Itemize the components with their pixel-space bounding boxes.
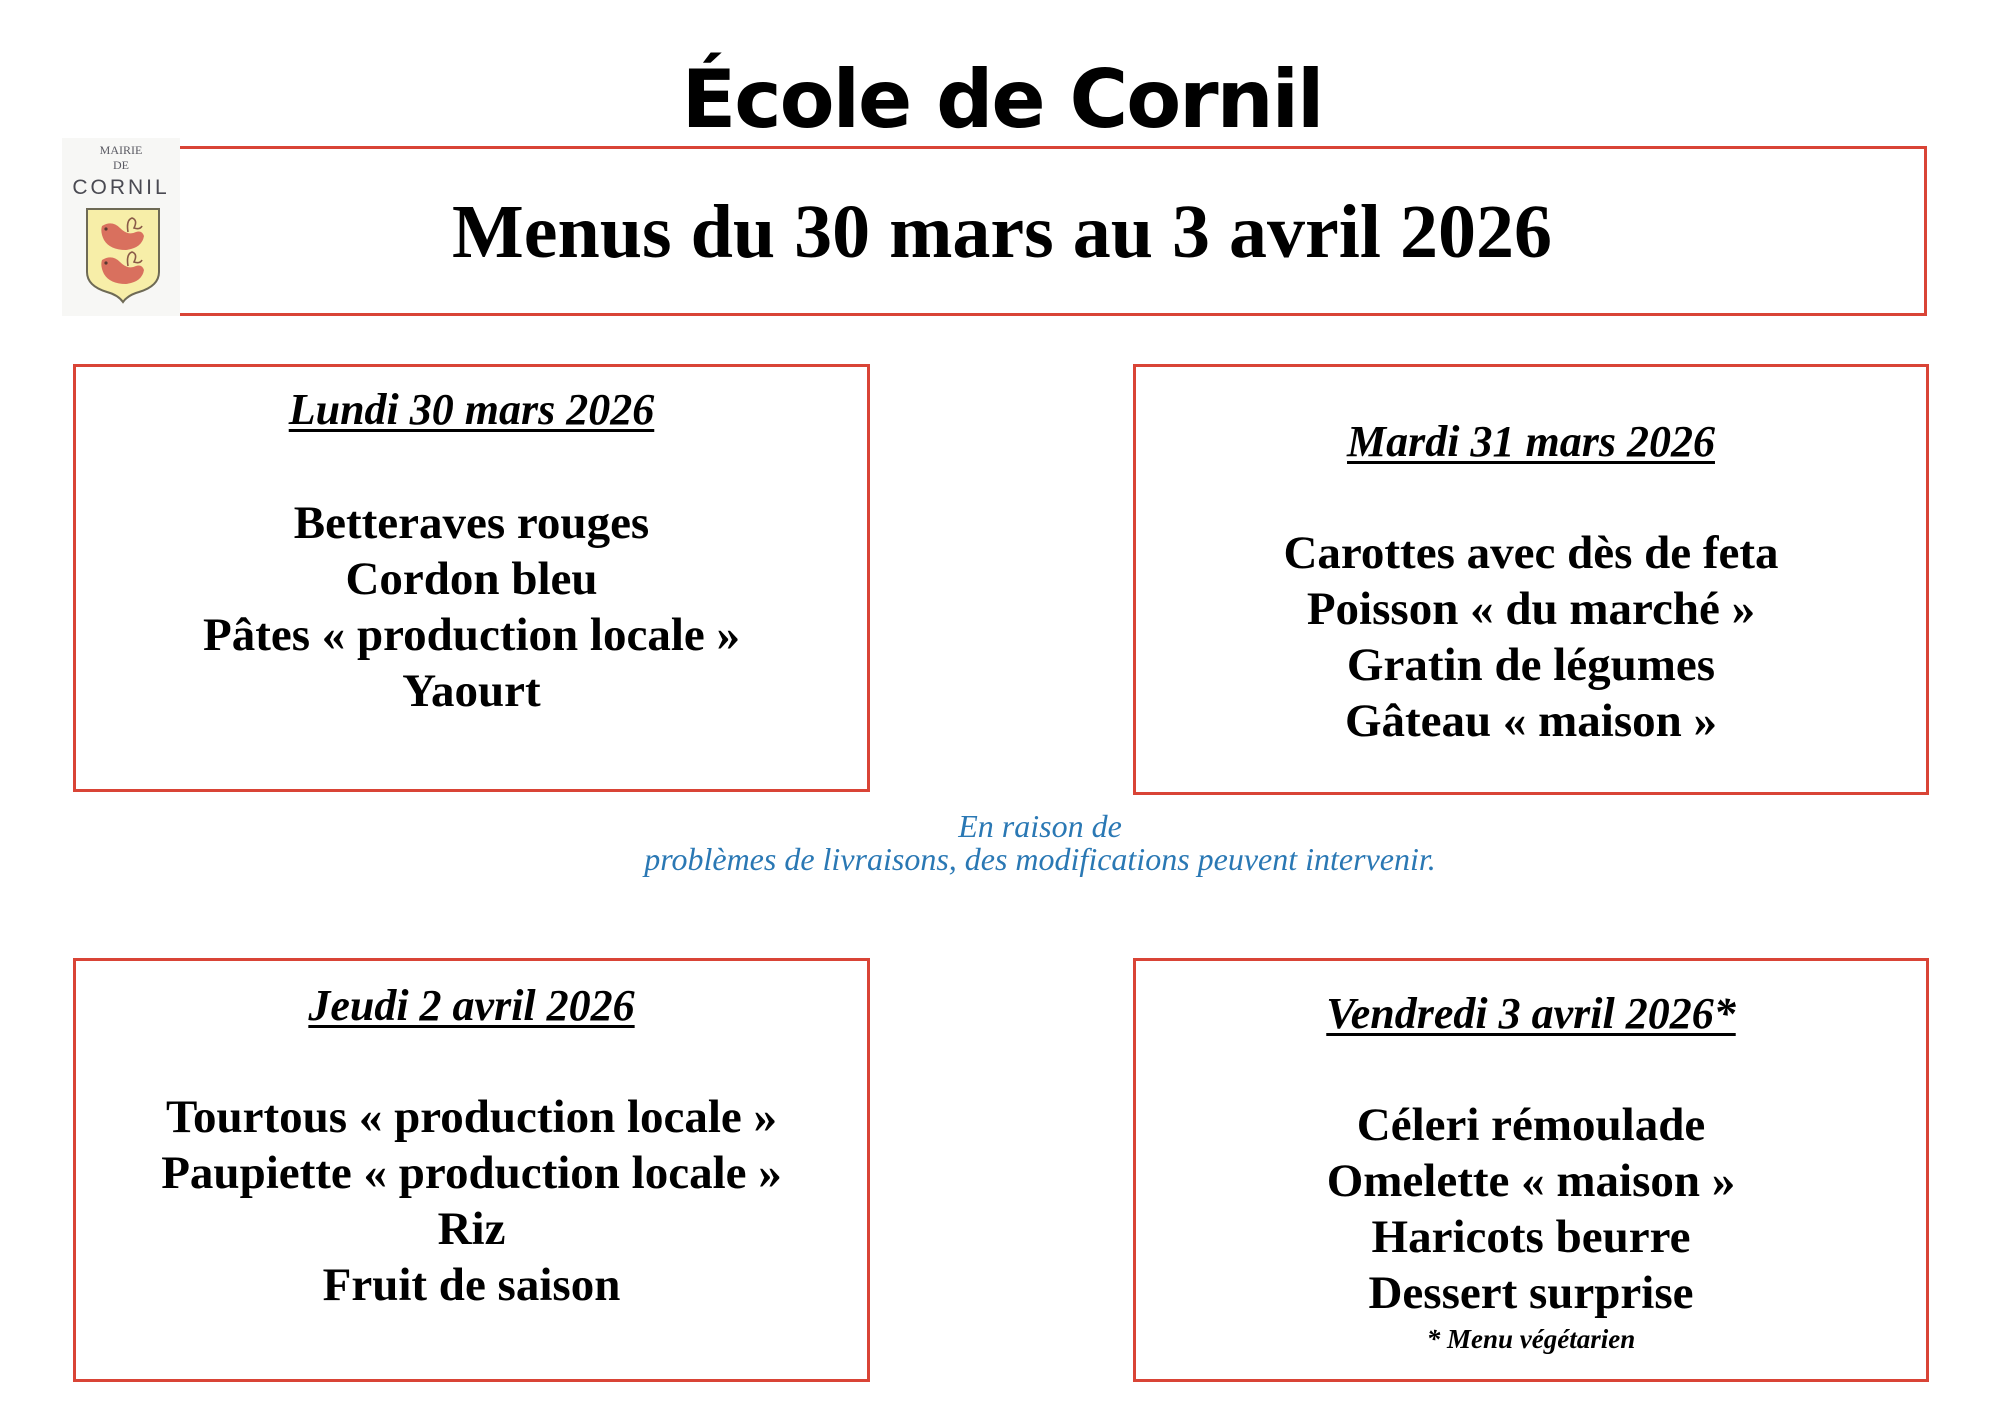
delivery-notice (0, 810, 2000, 876)
menu-item: Gratin de légumes (1346, 639, 1716, 691)
menu-items (76, 1089, 867, 1313)
menu-item: Cordon bleu (345, 553, 598, 605)
day-heading: Mardi 31 mars 2026 (1347, 417, 1715, 466)
day-menu-friday (1133, 958, 1929, 1382)
day-menu-monday (73, 364, 870, 792)
notice-line-1: En raison de (958, 808, 1122, 844)
menu-item: Omelette « maison » (1326, 1155, 1736, 1207)
menu-item: Pâtes « production locale » (203, 609, 740, 661)
day-heading: Vendredi 3 avril 2026* (1326, 989, 1736, 1038)
notice-line-2: problèmes de livraisons, des modifications peuvent intervenir. (644, 841, 1436, 877)
day-menu-thursday (73, 958, 870, 1382)
day-heading: Lundi 30 mars 2026 (288, 385, 655, 434)
day-menu-tuesday (1133, 364, 1929, 795)
day-heading: Jeudi 2 avril 2026 (308, 981, 635, 1030)
school-title: École de Cornil (681, 53, 1323, 146)
menu-item: Carottes avec dès de feta (1283, 527, 1779, 579)
menu-item: Haricots beurre (1371, 1211, 1691, 1263)
vegetarian-footnote: * Menu végétarien (1426, 1324, 1636, 1354)
menu-item: Yaourt (402, 665, 541, 717)
menu-item: Dessert surprise (1368, 1267, 1694, 1319)
menu-item: Poisson « du marché » (1306, 583, 1756, 635)
menu-items (1136, 525, 1926, 749)
logo-text-mairie: MAIRIE (99, 143, 143, 157)
menu-item: Gâteau « maison » (1344, 695, 1718, 747)
logo-text-de: DE (113, 158, 129, 172)
menu-item: Paupiette « production locale » (161, 1147, 782, 1199)
menu-item: Riz (437, 1203, 506, 1255)
logo-text-cornil: CORNIL (72, 176, 170, 199)
menu-item: Tourtous « production locale » (165, 1091, 778, 1143)
menu-items (76, 495, 867, 719)
menu-items (1136, 1097, 1926, 1321)
menu-week-title: Menus du 30 mars au 3 avril 2026 (452, 190, 1552, 274)
menu-item: Fruit de saison (322, 1259, 621, 1311)
menu-item: Betteraves rouges (293, 497, 650, 549)
menu-item: Céleri rémoulade (1356, 1099, 1706, 1151)
